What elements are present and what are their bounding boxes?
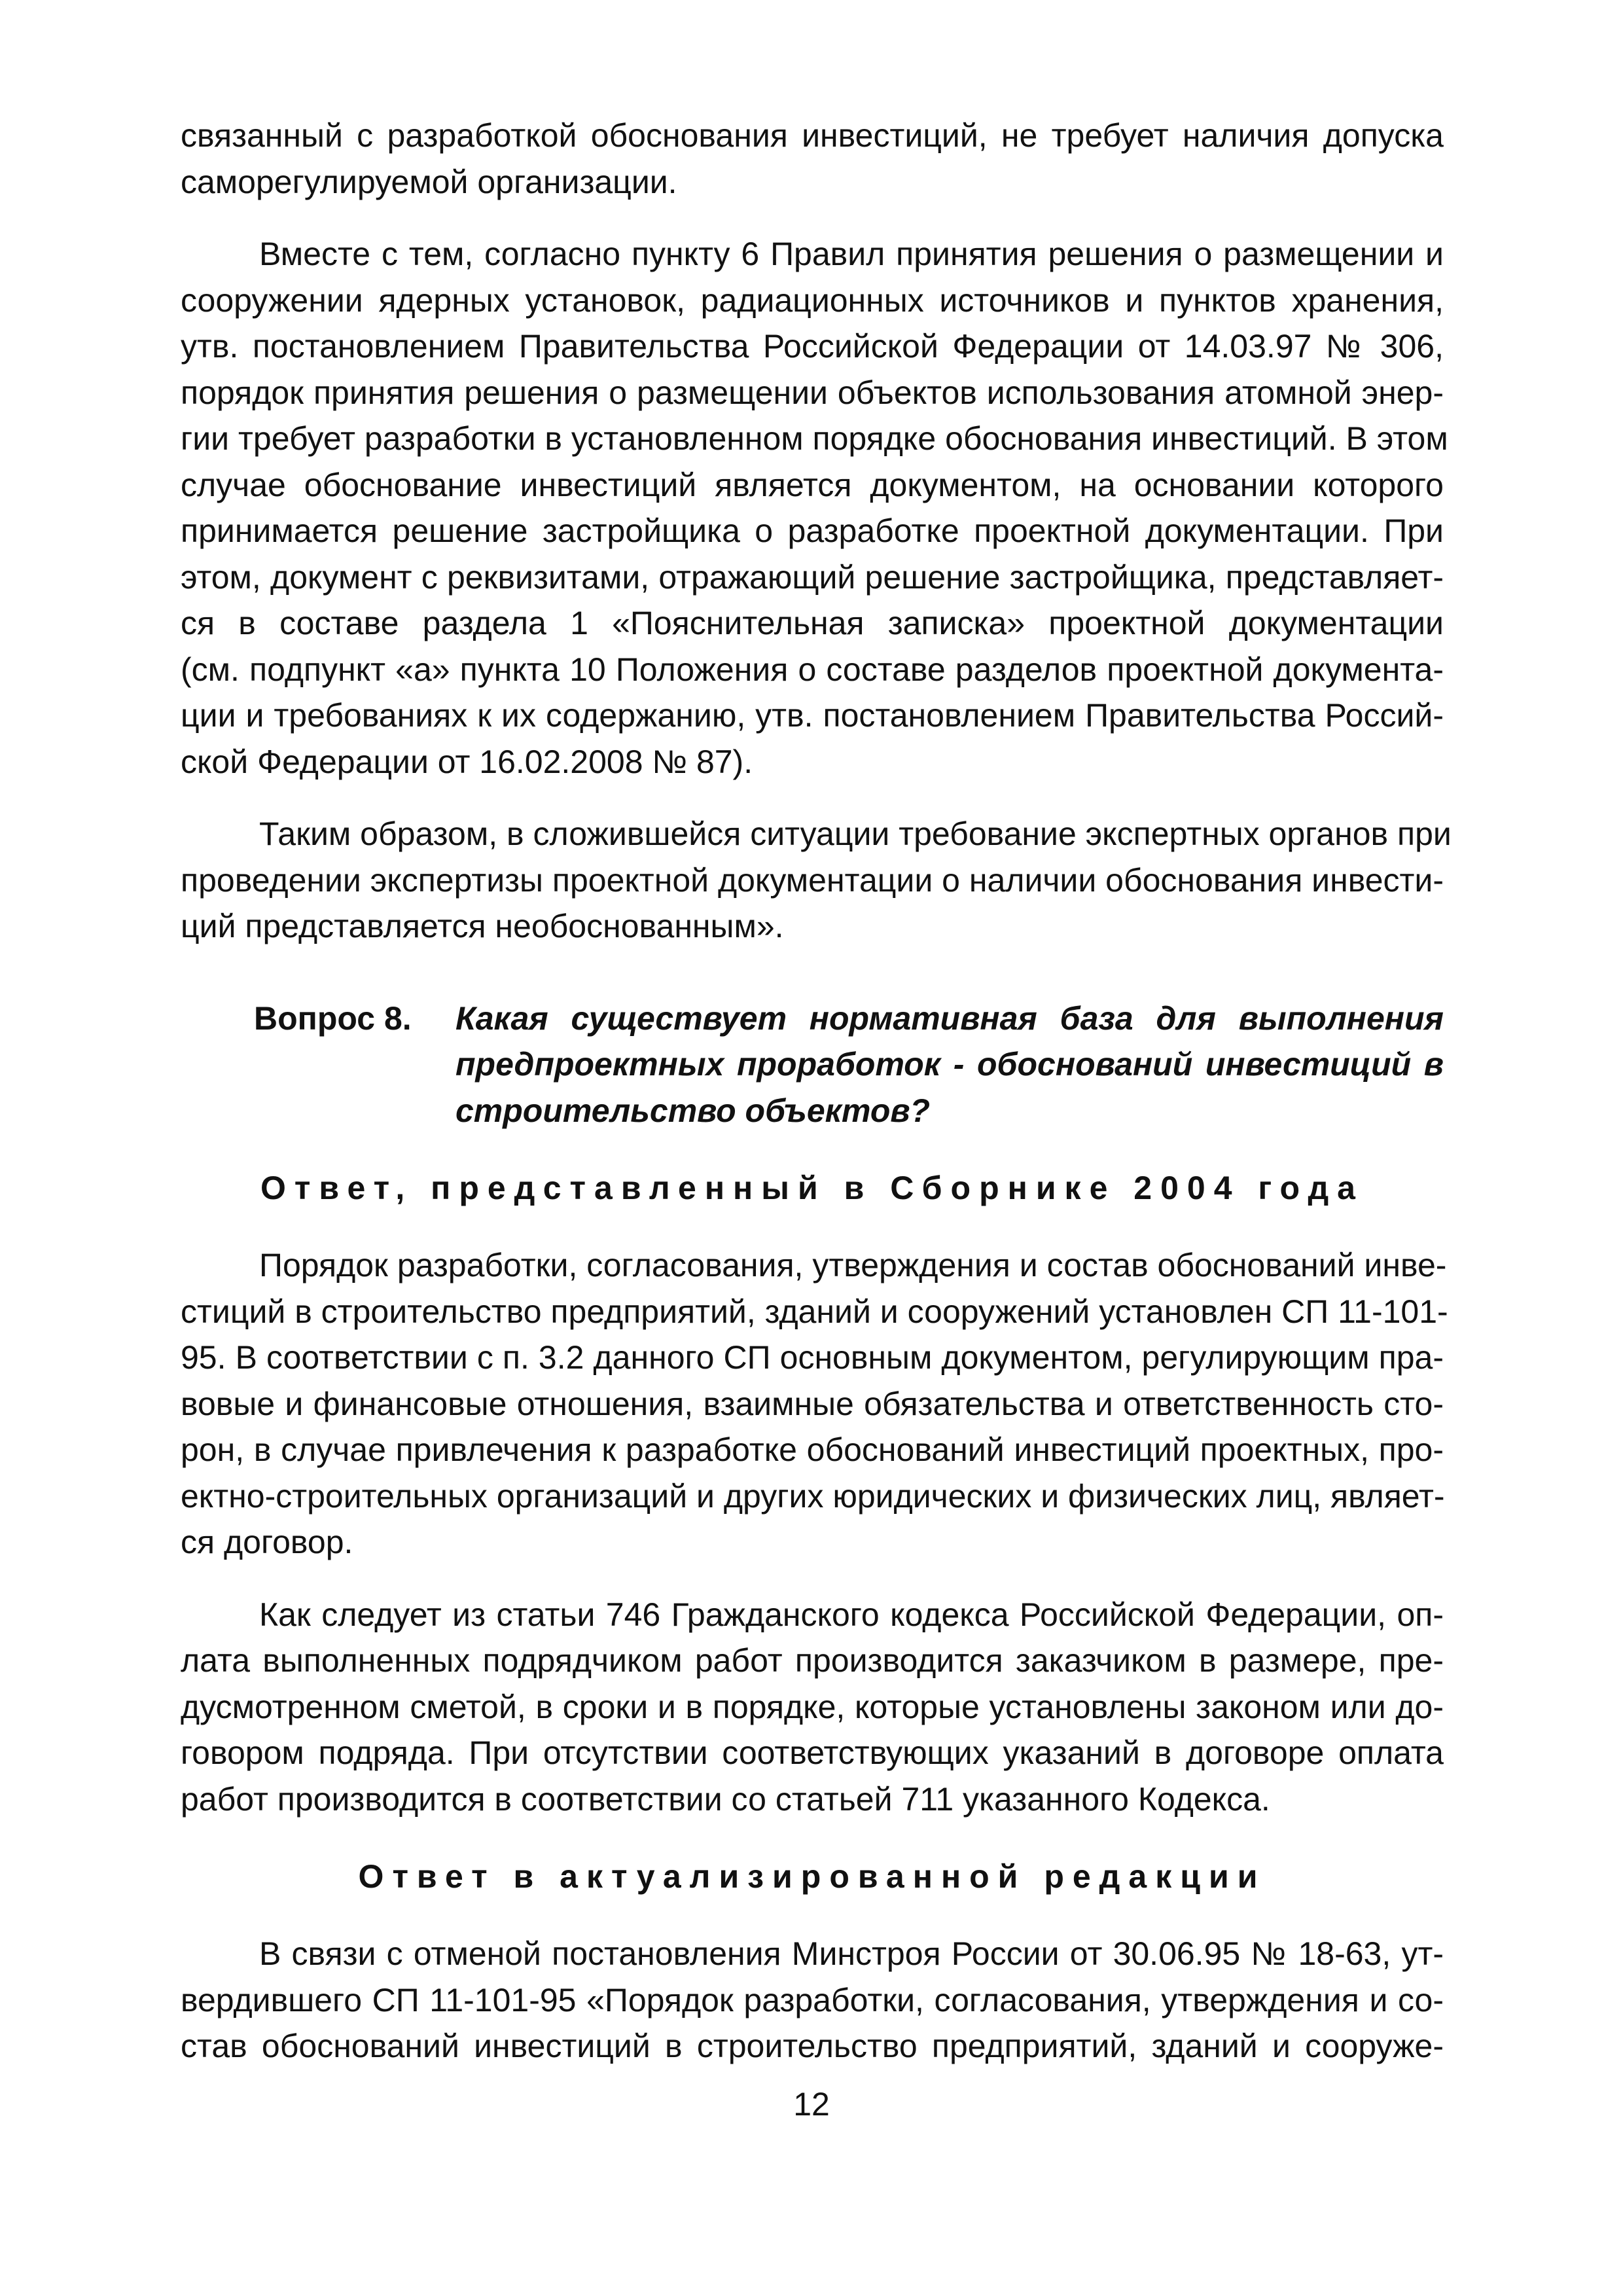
text-line: ской Федерации от 16.02.2008 № 87).	[181, 743, 753, 780]
question-text	[455, 996, 1444, 1134]
text-line: говором подряда. При отсутствии соответствующих указаний в договоре оплата	[181, 1734, 1444, 1771]
text-line: (см. подпункт «а» пункта 10 Положения о составе разделов проектной документа-	[181, 651, 1444, 688]
text-line: Как следует из статьи 746 Гражданского кодекса Российской Федерации, оп-	[259, 1596, 1444, 1633]
text-line: став обоснований инвестиций в строительство предприятий, зданий и сооруже-	[181, 2028, 1444, 2064]
paragraph-continuation	[181, 113, 1444, 205]
text-line: Таким образом, в сложившейся ситуации требование экспертных органов при	[259, 816, 1452, 852]
text-line: проведении экспертизы проектной документации о наличии обоснования инвести-	[181, 861, 1444, 899]
text-line: этом, документ с реквизитами, отражающий решение застройщика, представляет-	[181, 558, 1444, 596]
text-line: принимается решение застройщика о разработке проектной документации. При	[181, 512, 1444, 549]
page-content	[181, 113, 1452, 2070]
page-number: 12	[793, 2086, 830, 2123]
text-line: работ производится в соответствии со статьей 711 указанного Кодекса.	[181, 1780, 1270, 1818]
text-line: случае обоснование инвестиций является документом, на основании которого	[181, 466, 1444, 503]
text-line: связанный с разработкой обоснования инвестиций, не требует наличия допуска	[181, 117, 1444, 154]
text-line: гии требует разработки в установленном порядке обоснования инвестиций. В этом	[181, 420, 1448, 457]
question-label: Вопрос 8.	[254, 999, 412, 1037]
question-line: строительство объектов?	[455, 1092, 931, 1129]
paragraph-rules	[181, 231, 1448, 785]
text-line: вердившего СП 11-101-95 «Порядок разработки, согласования, утверждения и со-	[181, 1981, 1444, 2018]
text-line: вовые и финансовые отношения, взаимные обязательства и ответственность сто-	[181, 1385, 1444, 1422]
text-line: дусмотренном сметой, в сроки и в порядке, которые установлены законом или до-	[181, 1688, 1444, 1725]
text-line: 95. В соответствии с п. 3.2 данного СП основным документом, регулирующим пра-	[181, 1339, 1444, 1376]
text-line: саморегулируемой организации.	[181, 163, 677, 200]
text-line: ся в составе раздела 1 «Пояснительная записка» проектной документации	[181, 605, 1444, 641]
section-heading-updated: Ответ в актуализированной редакции	[358, 1858, 1266, 1895]
paragraph-conclusion	[181, 811, 1452, 950]
question-block	[181, 996, 1444, 1134]
text-line: рон, в случае привлечения к разработке обоснований инвестиций проектных, про-	[181, 1431, 1444, 1468]
text-line: утв. постановлением Правительства Российской Федерации от 14.03.97 № 306,	[181, 328, 1444, 365]
text-line: Порядок разработки, согласования, утверждения и состав обоснований инве-	[259, 1247, 1447, 1283]
text-line: сооружении ядерных установок, радиационных источников и пунктов хранения,	[181, 281, 1444, 319]
text-line: ектно-строительных организаций и других юридических и физических лиц, являет-	[181, 1477, 1445, 1515]
paragraph-updated-answer	[181, 1931, 1444, 2070]
paragraph-answer-2004	[181, 1242, 1448, 1566]
question-line: предпроектных проработок - обоснований инвестиций в	[455, 1046, 1444, 1083]
question-line: Какая существует нормативная база для выполнения	[455, 999, 1444, 1037]
text-line: порядок принятия решения о размещении объектов использования атомной энер-	[181, 374, 1444, 411]
text-line: стиций в строительство предприятий, зданий и сооружений установлен СП 11-101-	[181, 1293, 1448, 1330]
text-line: Вместе с тем, согласно пункту 6 Правил принятия решения о размещении и	[259, 236, 1444, 272]
text-line: ций представляется необоснованным».	[181, 908, 784, 944]
paragraph-civil-code	[181, 1592, 1444, 1823]
text-line: лата выполненных подрядчиком работ производится заказчиком в размере, пре-	[181, 1642, 1444, 1679]
text-line: В связи с отменой постановления Минстроя России от 30.06.95 № 18-63, ут-	[259, 1935, 1444, 1972]
text-line: ся договор.	[181, 1524, 353, 1560]
text-line: ции и требованиях к их содержанию, утв. постановлением Правительства Россий-	[181, 697, 1444, 734]
section-heading-2004: Ответ, представленный в Сборнике 2004 года	[260, 1170, 1364, 1206]
